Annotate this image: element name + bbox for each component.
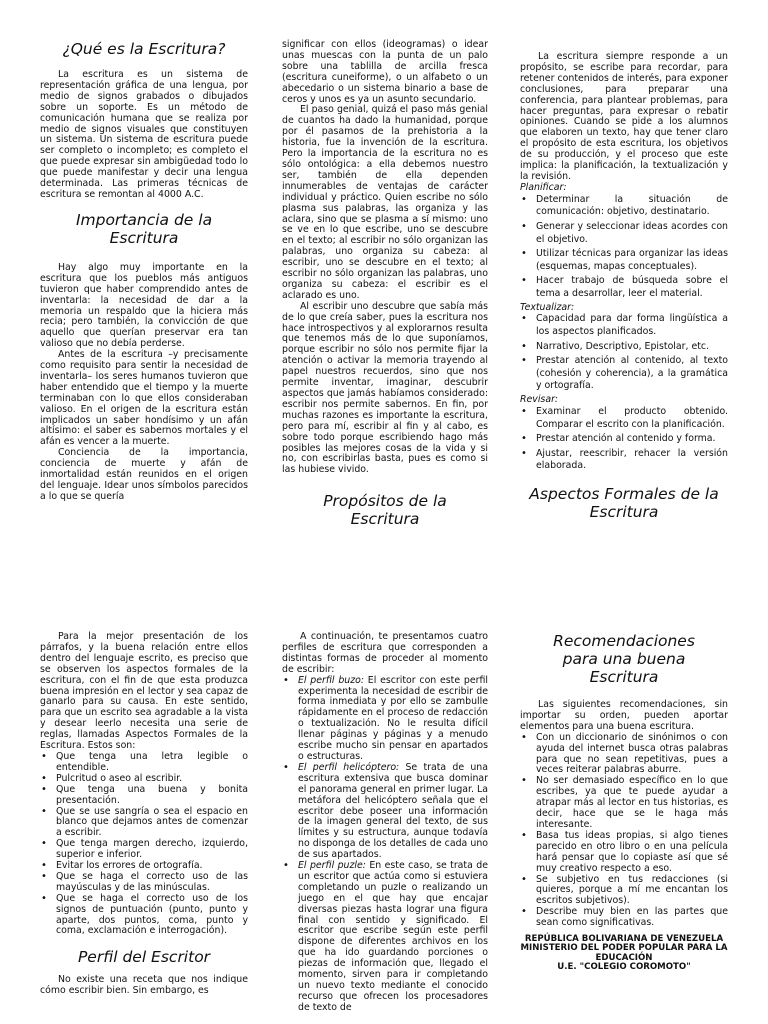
list-revisar <box>520 406 728 473</box>
paragraph-definicion: La escritura es un sistema de representación gráfica de una lengua, por medio de signos grabados o dibujados sobre un soporte. Es un método de comunicación humana que se realiza por medio de signos visuales que constituyen un sistema. Un sistema de escritura puede ser completo o incompleto; es completo el que puede expresar sin ambigüedad todo lo que puede manifestar y decir una lengua determinada. Las primeras técnicas de escritura se remontan al 4000 A.C. <box>40 69 248 200</box>
paragraph-receta: No existe una receta que nos indique cómo escribir bien. Sin embargo, es <box>40 974 248 997</box>
heading-recomendaciones: Recomendaciones para una buena Escritura <box>553 632 695 686</box>
list-item: • Ajustar, reescribir, rehacer la versión elaborada. <box>530 448 728 473</box>
label-textualizar: Textualizar: <box>520 301 575 313</box>
institution-line-2: MINISTERIO DEL PODER POPULAR PARA LA EDUCACIÓN <box>520 943 728 963</box>
list-item: • Evitar los errores de ortografía. <box>50 861 248 872</box>
list-recomendaciones <box>520 733 728 929</box>
institution-line-3: U.E. "COLEGIO COROMOTO" <box>557 962 691 973</box>
list-item: • Describe muy bien en las partes que sean como significativas. <box>530 907 728 929</box>
list-planificar <box>520 194 728 301</box>
perfil-text: Se trata de una escritura extensiva que busca dominar el panorama general en primer lugar. La metáfora del helicóptero señala que el escritor debe poseer una información de la imagen general del texto, de sus límites y su estructura, aunque todavía no disponga de los detalles de cada uno de sus apartados. <box>298 761 488 861</box>
perfil-name: El perfil buzo: <box>298 674 365 686</box>
list-item <box>292 676 488 763</box>
list-item: • Que se haga el correcto uso de las mayúsculas y de las minúsculas. <box>50 872 248 894</box>
list-item: • Prestar atención al contenido y forma. <box>530 433 728 446</box>
list-item: • Que tenga una buena y bonita presentación. <box>50 785 248 807</box>
label-revisar: Revisar: <box>520 394 559 405</box>
heading-importancia: Importancia de la Escritura <box>75 210 213 247</box>
list-item: • Utilizar técnicas para organizar las ideas (esquemas, mapas conceptuales). <box>530 248 728 273</box>
paragraph-a-continuacion: A continuación, te presentamos cuatro perfiles de escritura que corresponden a distintas formas de proceder al momento de escribir: <box>282 631 488 675</box>
list-item: • Determinar la situación de comunicación: objetivo, destinatario. <box>530 194 728 219</box>
list-item <box>292 861 488 1014</box>
column-que-es <box>40 38 248 503</box>
paragraph-paso-genial: El paso genial, quizá el paso más genial de cuantos ha dado la humanidad, porque por él pasamos de la prehistoria a la historia, fue la invención de la escritura. Pero la importancia de la escritura no es sólo ontológica: a ella debemos nuestro ser, también de ella dependen innumerables de ventajas de carácter individual y práctico. Quien escribe no sólo plasma sus palabras, las organiza y las aclara, sino que se plasma a sí mismo: uno se ve en lo que escribe, uno se descubre en el texto; al escribir no sólo organizan las palabras, uno organiza su cabeza: al escribir, uno se descubre en el texto; al escribir no sólo organizan las palabras, uno organiza su cabeza: el escribir es el aclarado es uno. <box>282 104 488 301</box>
list-item: • Que se haga el correcto uso de los signos de puntuación (punto, punto y aparte, dos puntos, coma, punto y coma, exclamación e interrogación). <box>50 894 248 938</box>
list-item: • Capacidad para dar forma lingüística a los aspectos planificados. <box>530 313 728 338</box>
perfil-name: El perfil puzle: <box>298 860 366 872</box>
column-perfiles <box>282 632 488 1014</box>
paragraph-presentacion: Para la mejor presentación de los párrafos, y la buena relación entre ellos dentro del lenguaje escrito, es preciso que se observen los aspectos formales de la escritura, con el fin de que esta produzca buena impresión en el lector y sea capaz de ganarlo para su causa. En este sentido, para que un escrito sea agradable a la vista y desear leerlo necesita una serie de reglas, llamadas Aspectos Formales de la Escritura. Estos son: <box>40 631 248 752</box>
paragraph-importancia-2: Antes de la escritura –y precisamente como requisito para sentir la necesidad de inventarla– los seres humanos tuvieron que haber entendido que el tiempo y la muerte terminaban con lo que ellos consideraban valioso. En el origen de la escritura están implicados un saber hondísimo y un afán altísimo: el saber es sabernos mortales y el afán es vencer a la muerte. <box>40 349 248 448</box>
list-perfiles <box>282 676 488 1014</box>
perfil-name: El perfil helicóptero: <box>298 761 400 773</box>
heading-que-es: ¿Qué es la Escritura? <box>62 40 226 58</box>
institution-line-1: REPÚBLICA BOLIVARIANA DE VENEZUELA <box>524 934 724 945</box>
list-item: • Narrativo, Descriptivo, Epistolar, etc. <box>530 341 728 354</box>
paragraph-siguientes: Las siguientes recomendaciones, sin importar su orden, pueden aportar elementos para una buena escritura. <box>520 699 728 732</box>
heading-propositos: Propósitos de la Escritura <box>323 492 447 529</box>
heading-aspectos-formales: Aspectos Formales de la Escritura <box>529 484 719 521</box>
list-item: • Generar y seleccionar ideas acordes con el objetivo. <box>530 221 728 246</box>
heading-perfil-escritor: Perfil del Escritor <box>77 948 211 967</box>
list-item: • Prestar atención al contenido, al texto (cohesión y coherencia), a la gramática y ortografía. <box>530 355 728 393</box>
list-textualizar <box>520 313 728 393</box>
paragraph-importancia-3: Conciencia de la importancia, conciencia de muerte y afán de inmortalidad están reunidos en el origen del lenguaje. Idear unos símbolos parecidos a lo que se quería <box>40 447 248 502</box>
column-propositos <box>520 52 728 521</box>
paragraph-continuacion: significar con ellos (ideogramas) o idear unas muescas con la punta de un palo sobre una tablilla de arcilla fresca (escritura cuneiforme), o un alfabeto o un abecedario o un sistema binario a base de ceros y unos es ya un asunto secundario. <box>282 39 488 105</box>
list-item: • No ser demasiado específico en lo que escribes, ya que te puede ayudar a atrapar más al lector en tus historias, es decir, hace que se le haga más interesante. <box>530 776 728 831</box>
list-aspectos-formales <box>40 752 248 937</box>
institution-block <box>520 935 728 973</box>
paragraph-importancia-1: Hay algo muy importante en la escritura que los pueblos más antiguos tuvieron que haber comprendido antes de inventarla: la necesidad de dar a la memoria un respaldo que la hiciera más recia; pero también, la convicción de que aquello que querían preservar era tan valioso que no debía perderse. <box>40 261 248 350</box>
column-recomendaciones <box>520 632 728 973</box>
list-item: • Hacer trabajo de búsqueda sobre el tema a desarrollar, leer el material. <box>530 275 728 300</box>
list-item: • Examinar el producto obtenido. Comparar el escrito con la planificación. <box>530 406 728 431</box>
list-item <box>292 763 488 861</box>
perfil-text: El escritor con este perfil experimenta la necesidad de escribir de forma inmediata y por ello se zambulle rápidamente en el proceso de redacción o textualización. No le resulta difícil llenar páginas y páginas y a menudo escribe mucho sin pensar en apartados o estructuras. <box>298 674 488 762</box>
paragraph-responde: La escritura siempre responde a un propósito, se escribe para recordar, para retener contenidos de interés, para exponer conclusiones, para preparar una conferencia, para plantear problemas, para hacer preguntas, para expresar o rebatir opiniones. Cuando se pide a los alumnos que elaboren un texto, hay que tener claro el propósito de esta escritura, los objetivos de su producción, y el proceso que este implica: la planificación, la textualización y la revisión. <box>520 51 728 182</box>
list-item: • Que tenga una letra legible o entendible. <box>50 752 248 774</box>
column-importancia-cont <box>282 40 488 528</box>
list-item: • Basa tus ideas propias, si algo tienes parecido en otro libro o en una película hará pensar que lo copiaste así que sé muy creativo respecto a eso. <box>530 831 728 875</box>
perfil-text: En este caso, se trata de un escritor que actúa como si estuviera completando un puzle o realizando un juego en el que hay que encajar diversas piezas hasta lograr una figura final con sentido y significado. El escritor que escribe según este perfil dispone de diferentes archivos en los que ha ido guardando porciones o piezas de información que, llegado el momento, sirven para ir completando un nuevo texto mediante el conocido recurso que ofrecen los procesadores de texto de <box>298 860 488 1013</box>
label-planificar: Planificar: <box>520 181 567 193</box>
column-aspectos <box>40 632 248 997</box>
list-item: • Que se use sangría o sea el espacio en blanco que dejamos antes de comenzar a escribir. <box>50 807 248 840</box>
list-item: • Pulcritud o aseo al escribir. <box>50 774 248 785</box>
paragraph-al-escribir: Al escribir uno descubre que sabía más de lo que creía saber, pues la escritura nos hace introspectivos y al explorarnos resulta que tenemos más de lo que suponíamos, porque escribir no sólo nos permite fijar la atención o activar la memoria trayendo al papel nuestros recuerdos, sino que nos permite inventar, imaginar, descubrir aspectos que jamás habíamos considerado: escribir nos permite sabernos. En fin, por muchas razones es importante la escritura, pero para mí, escribir al fin y al cabo, es sobre todo porque escribiendo hago más posibles las mejores cosas de la vida y si no, con escribirlas basta, pues es como si las hubiese vivido. <box>282 300 488 476</box>
list-item: • Se subjetivo en tus redacciones (si quieres, porque a mí me encantan los escritos subjetivos). <box>530 875 728 908</box>
list-item: • Que tenga margen derecho, izquierdo, superior e inferior. <box>50 839 248 861</box>
list-item: • Con un diccionario de sinónimos o con ayuda del internet busca otras palabras para que no sean repetitivas, pues a veces reiterar palabras aburre. <box>530 733 728 777</box>
